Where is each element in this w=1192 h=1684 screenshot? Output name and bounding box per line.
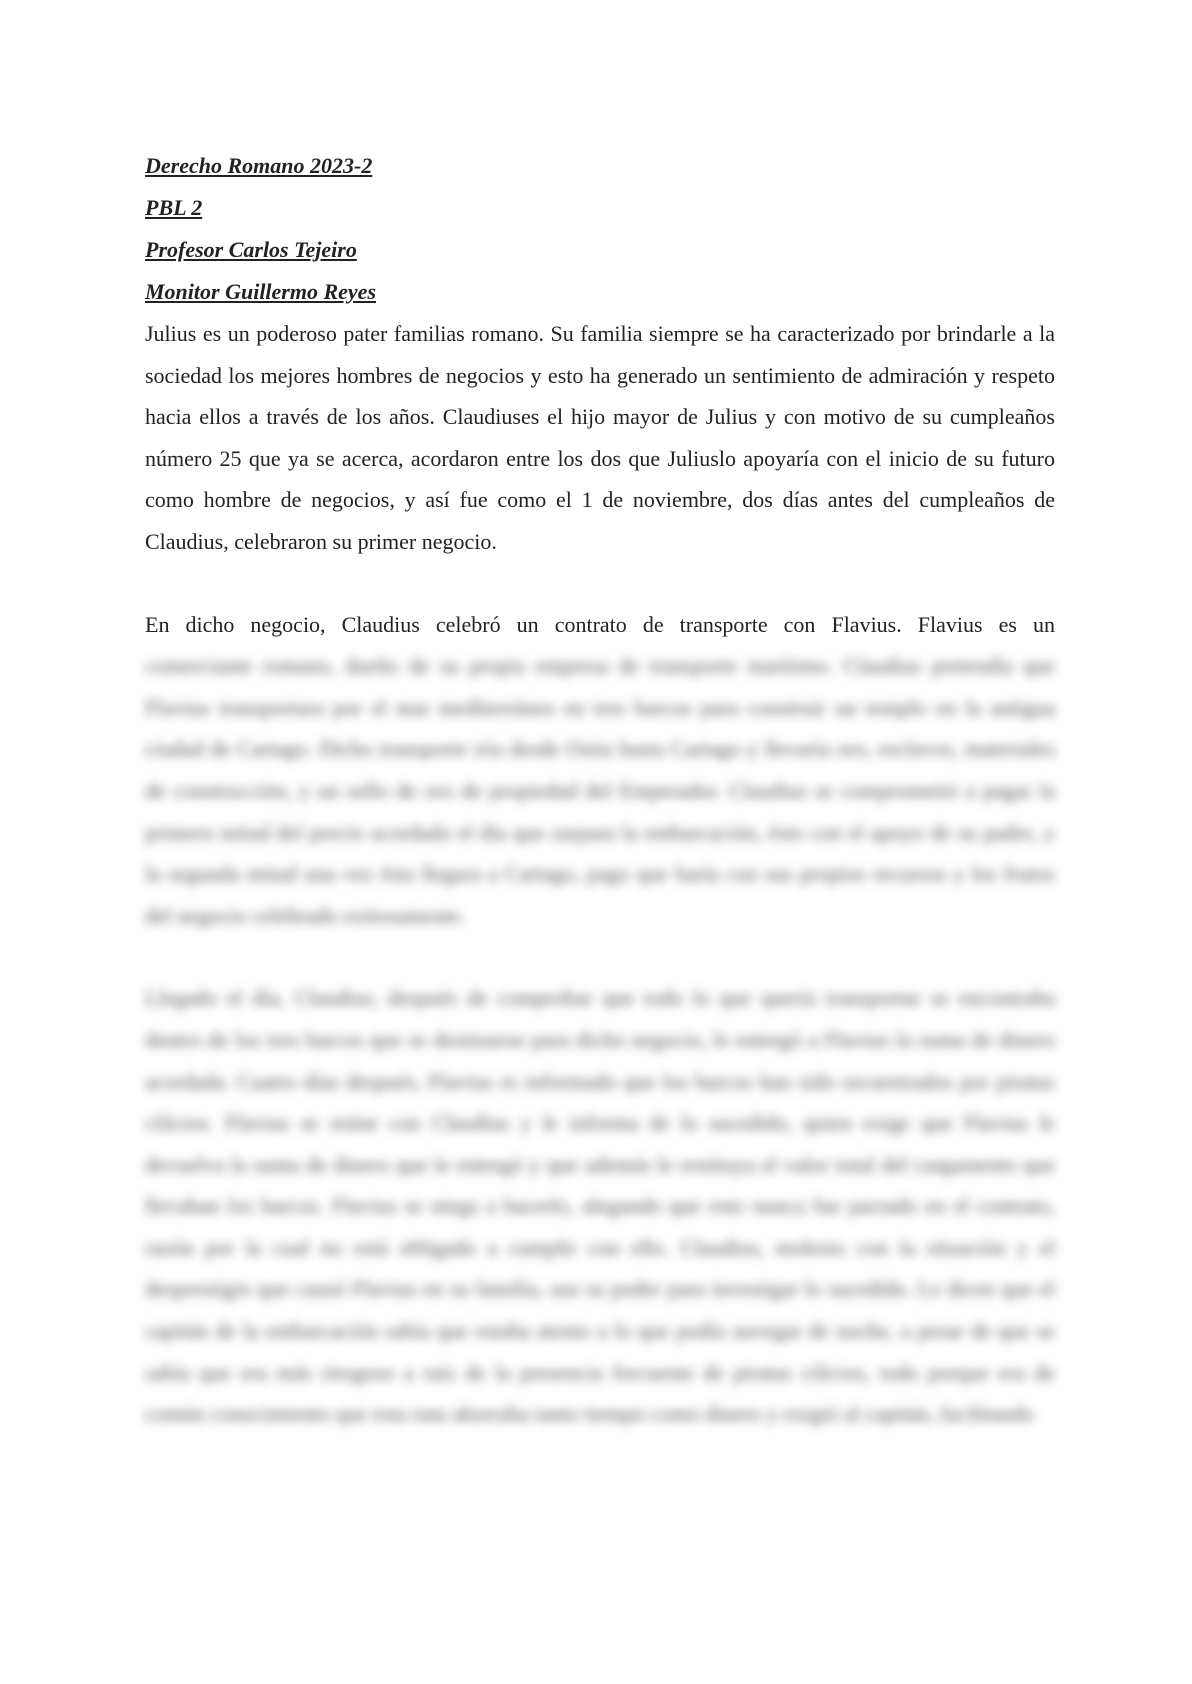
paragraph-events-blurred: Llegado el día, Claudius, después de comprobar que todo lo que quería transportar se encontraba dentro de los tres barcos que se destinaron para dicho negocio, le entregó a Flavius la suma de dinero acordada. Cuatro días después, Flavius es informado que los barcos han sido secuestrados por piratas cilicios. Flavius se reúne con Claudius y le informa de lo sucedido, quien exige que Flavius le devuelva la suma de dinero que le entregó y que además le restituya el valor total del cargamento que llevaban los barcos. Flavius se niega a hacerlo, alegando que esto nunca fue pactado en el contrato, razón por la cual no está obligado a cumplir con ello. Claudius, molesto con la situación y el desprestigio que causó Flavius en su familia, usa su poder para investigar lo sucedido. Le dicen que el capitán de la embarcación sabía que estaba atento a lo que podía navegar de noche, a pesar de que se sabía que era más riesgoso a raíz de la presencia frecuente de piratas cilicios, todo porque era de común conocimiento que esta ruta ahorraba tanto tiempo como dinero y exigió al capitán, facilitando [145,985,1055,1427]
paragraph-contract-visible-line: En dicho negocio, Claudius celebró un contrato de transporte con Flavius. Flavius es un [145,611,1055,637]
course-title: Derecho Romano 2023-2 [145,153,373,178]
monitor-name: Monitor Guillermo Reyes [145,279,377,304]
assignment-title: PBL 2 [145,195,203,220]
paragraph-intro: Julius es un poderoso pater familias romano. Su familia siempre se ha caracterizado por brindarle a la sociedad los mejores hombres de negocios y esto ha generado un sentimiento de admiración y respeto hacia ellos a través de los años. Claudiuses el hijo mayor de Julius y con motivo de su cumpleaños número 25 que ya se acerca, acordaron entre los dos que Juliuslo apoyaría con el inicio de su futuro como hombre de negocios, y así fue como el 1 de noviembre, dos días antes del cumpleaños de Claudius, celebraron su primer negocio. [145,321,1055,554]
professor-name: Profesor Carlos Tejeiro [145,237,357,262]
paragraph-contract-blurred: comerciante romano, dueño de su propia empresa de transporte marítimo. Claudius pretendía que Flavius transportara por el mar mediterráneo en tres barcos para construir un templo en la antigua ciudad de Cartago. Dicho transporte iría desde Ostia hasta Cartago y llevaría oro, esclavos, materiales de construcción, y un sello de oro de propiedad del Emperador. Claudius se comprometió a pagar la primera mitad del precio acordado el día que zarpara la embarcación, ésto con el apoyo de su padre, y la segunda mitad una vez ésta llegara a Cartago, pago que haría con sus propios recursos y los frutos del negocio celebrado exitosamente. [145,653,1055,928]
document-content [145,145,1055,1435]
paragraph-contract [145,604,1055,937]
